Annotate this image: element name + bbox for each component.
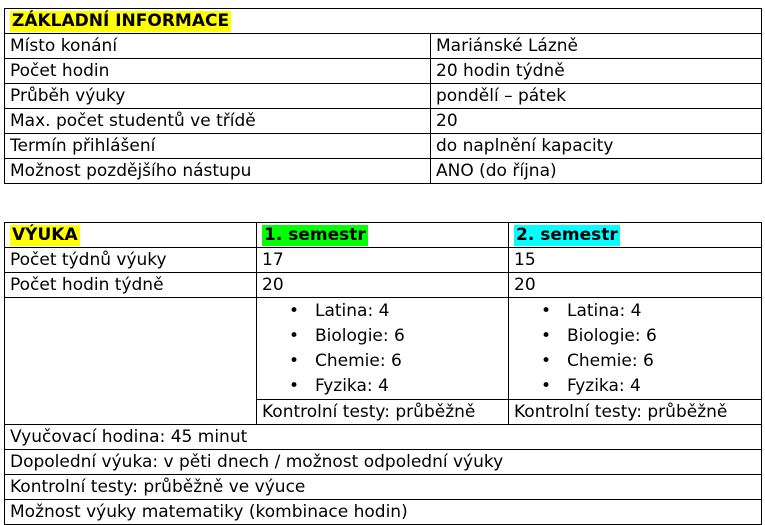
table-row: [5, 109, 762, 134]
list-item: [509, 324, 761, 349]
table-row: [5, 475, 762, 500]
semester2-header-cell: [509, 223, 762, 248]
bullet-icon: •: [541, 301, 552, 321]
row-value: ANO (do října): [431, 159, 762, 184]
footer-row-lesson-length: Vyučovací hodina: 45 minut: [5, 425, 762, 450]
hours-semester2: 20: [509, 273, 762, 298]
row-label: Počet hodin: [5, 59, 431, 84]
bullet-icon: •: [289, 326, 300, 346]
tests-semester1: Kontrolní testy: průběžně: [257, 400, 509, 425]
table-row: [5, 34, 762, 59]
footer-row-tests: Kontrolní testy: průběžně ve výuce: [5, 475, 762, 500]
subjects-semester2: [509, 298, 762, 400]
subjects-list-semester2: [509, 298, 761, 399]
list-item: [257, 299, 508, 324]
subjects-semester1: [257, 298, 509, 400]
row-label: Termín přihlášení: [5, 134, 431, 159]
table-row: [5, 134, 762, 159]
table-row: [5, 59, 762, 84]
row-value: 20 hodin týdně: [431, 59, 762, 84]
bullet-icon: •: [289, 351, 300, 371]
bullet-icon: •: [541, 376, 552, 396]
bullet-icon: •: [289, 376, 300, 396]
subjects-empty-cell: [5, 298, 257, 425]
subject-label: Latina: 4: [567, 301, 642, 321]
teaching-header-row: [5, 223, 762, 248]
row-label: Průběh výuky: [5, 84, 431, 109]
subject-label: Fyzika: 4: [315, 376, 389, 396]
hours-label: Počet hodin týdně: [5, 273, 257, 298]
table-row: [5, 273, 762, 298]
teaching-table: [4, 222, 762, 525]
hours-semester1: 20: [257, 273, 509, 298]
row-label: Místo konání: [5, 34, 431, 59]
subject-label: Latina: 4: [315, 301, 390, 321]
tests-semester2: Kontrolní testy: průběžně: [509, 400, 762, 425]
table-row: [5, 248, 762, 273]
subject-label: Biologie: 6: [315, 326, 405, 346]
footer-row-morning-teaching: Dopolední výuka: v pěti dnech / možnost odpolední výuky: [5, 450, 762, 475]
basic-info-title: ZÁKLADNÍ INFORMACE: [12, 11, 230, 31]
list-item: [257, 374, 508, 399]
table-row: [5, 159, 762, 184]
teaching-header-cell: [5, 223, 257, 248]
table-row: [5, 425, 762, 450]
semester1-title: 1. semestr: [264, 225, 366, 245]
table-row: [5, 450, 762, 475]
row-value: Mariánské Lázně: [431, 34, 762, 59]
bullet-icon: •: [289, 301, 300, 321]
table-row: [5, 84, 762, 109]
row-value: pondělí – pátek: [431, 84, 762, 109]
weeks-semester1: 17: [257, 248, 509, 273]
list-item: [257, 349, 508, 374]
footer-row-math: Možnost výuky matematiky (kombinace hodin): [5, 500, 762, 525]
list-item: [509, 374, 761, 399]
row-value: do naplnění kapacity: [431, 134, 762, 159]
bullet-icon: •: [541, 351, 552, 371]
table-row: [5, 500, 762, 525]
subject-label: Chemie: 6: [567, 351, 654, 371]
weeks-semester2: 15: [509, 248, 762, 273]
list-item: [509, 349, 761, 374]
basic-info-header-cell: [5, 9, 762, 34]
row-value: 20: [431, 109, 762, 134]
bullet-icon: •: [541, 326, 552, 346]
teaching-title: VÝUKA: [12, 225, 78, 245]
semester2-title: 2. semestr: [516, 225, 618, 245]
subjects-row: [5, 298, 762, 400]
list-item: [509, 299, 761, 324]
basic-info-table: [4, 8, 762, 184]
basic-info-header-row: [5, 9, 762, 34]
subject-label: Biologie: 6: [567, 326, 657, 346]
subjects-list-semester1: [257, 298, 508, 399]
subject-label: Chemie: 6: [315, 351, 402, 371]
weeks-label: Počet týdnů výuky: [5, 248, 257, 273]
list-item: [257, 324, 508, 349]
row-label: Možnost pozdějšího nástupu: [5, 159, 431, 184]
row-label: Max. počet studentů ve třídě: [5, 109, 431, 134]
semester1-header-cell: [257, 223, 509, 248]
subject-label: Fyzika: 4: [567, 376, 641, 396]
